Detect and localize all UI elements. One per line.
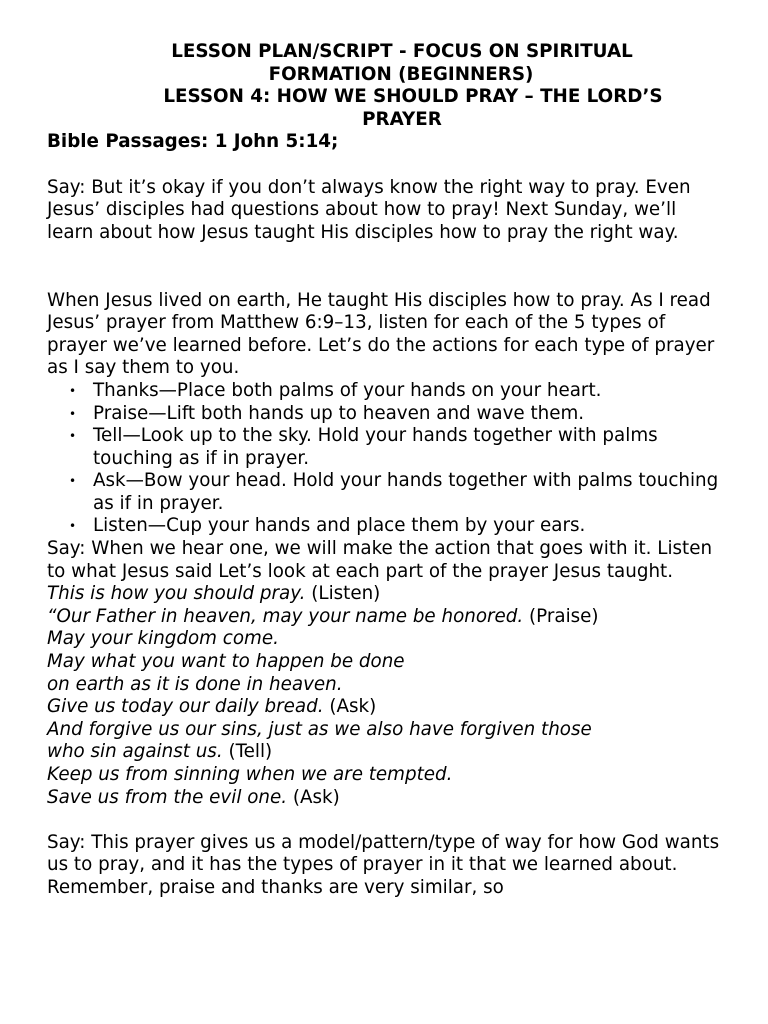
list-item xyxy=(47,380,727,403)
prayer-actions-list xyxy=(47,380,727,538)
prayer-type-label: (Listen) xyxy=(305,583,381,605)
prayer-line xyxy=(47,674,727,697)
prayer-line xyxy=(47,583,727,606)
prayer-line xyxy=(47,787,727,810)
prayer-text: on earth as it is done in heaven. xyxy=(47,673,343,695)
bullet-icon: • xyxy=(69,429,77,444)
title-line-3: LESSON 4: HOW WE SHOULD PRAY – THE LORD’S xyxy=(163,86,663,108)
spacer xyxy=(47,154,727,177)
model-prayer-paragraph: Say: This prayer gives us a model/pattern/type of way for how God wants us to pray, and it has the types of prayer in it that we learned about. Remember, praise and thanks are very similar, so xyxy=(47,831,720,898)
prayer-line xyxy=(47,741,727,764)
title-line-2: FORMATION (BEGINNERS) xyxy=(268,63,534,85)
action-text: Ask—Bow your head. Hold your hands together with palms touching as if in prayer. xyxy=(93,470,719,514)
prayer-text: Give us today our daily bread. xyxy=(47,696,324,718)
prayer-line xyxy=(47,606,727,629)
prayer-type-label: (Praise) xyxy=(523,605,599,627)
prayer-type-label: (Ask) xyxy=(323,696,377,718)
prayer-line xyxy=(47,651,727,674)
prayer-text: May what you want to happen be done xyxy=(47,651,405,673)
prayer-line xyxy=(47,696,727,719)
lesson-title xyxy=(47,41,727,131)
prayer-line xyxy=(47,719,727,742)
prayer-text: Keep us from sinning when we are tempted. xyxy=(47,764,453,785)
spacer xyxy=(47,809,727,832)
prayer-text: who sin against us. xyxy=(47,741,223,763)
list-item xyxy=(47,470,727,515)
prayer-type-label: (Tell) xyxy=(222,741,273,763)
prayer-text: And forgive us our sins, just as we also have forgiven those xyxy=(47,718,592,740)
intro-paragraph: Say: But it’s okay if you don’t always know the right way to pray. Even Jesus’ disciples had questions about how to pray! Next Sunday, we’ll learn about how Jesus taught His disciples how to pray the right way. xyxy=(47,176,691,243)
prayer-text: “Our Father in heaven, may your name be honored. xyxy=(47,605,524,627)
spacer xyxy=(47,244,727,289)
jesus-taught-paragraph: When Jesus lived on earth, He taught His disciples how to pray. As I read Jesus’ prayer from Matthew 6:9–13, listen for each of the 5 types of prayer we’ve learned before. Let’s do the actions for each type of prayer as I say them to you. xyxy=(47,289,715,379)
prayer-text: This is how you should pray. xyxy=(47,583,306,605)
list-item xyxy=(47,403,727,426)
bullet-icon: • xyxy=(69,383,77,398)
action-text: Listen—Cup your hands and place them by your ears. xyxy=(93,515,586,537)
bible-passages: Bible Passages: 1 John 5:14; xyxy=(47,131,339,153)
list-item xyxy=(47,425,727,470)
lords-prayer xyxy=(47,583,727,809)
bullet-icon: • xyxy=(69,474,77,489)
bullet-icon: • xyxy=(69,519,77,534)
action-text: Thanks—Place both palms of your hands on your heart. xyxy=(93,379,602,401)
prayer-line xyxy=(47,764,727,787)
prayer-text: May your kingdom come. xyxy=(47,628,279,650)
instruction-paragraph: Say: When we hear one, we will make the action that goes with it. Listen to what Jesus said Let’s look at each part of the prayer Jesus taught. xyxy=(47,538,713,582)
prayer-line xyxy=(47,628,727,651)
title-line-1: LESSON PLAN/SCRIPT - FOCUS ON SPIRITUAL xyxy=(171,41,633,62)
list-item xyxy=(47,515,727,538)
prayer-text: Save us from the evil one. xyxy=(47,786,288,808)
action-text: Praise—Lift both hands up to heaven and wave them. xyxy=(93,402,585,424)
action-text: Tell—Look up to the sky. Hold your hands together with palms touching as if in prayer. xyxy=(93,425,658,469)
prayer-type-label: (Ask) xyxy=(287,786,340,808)
bullet-icon: • xyxy=(69,406,77,421)
title-line-4: PRAYER xyxy=(362,108,442,130)
document-page xyxy=(47,41,727,900)
